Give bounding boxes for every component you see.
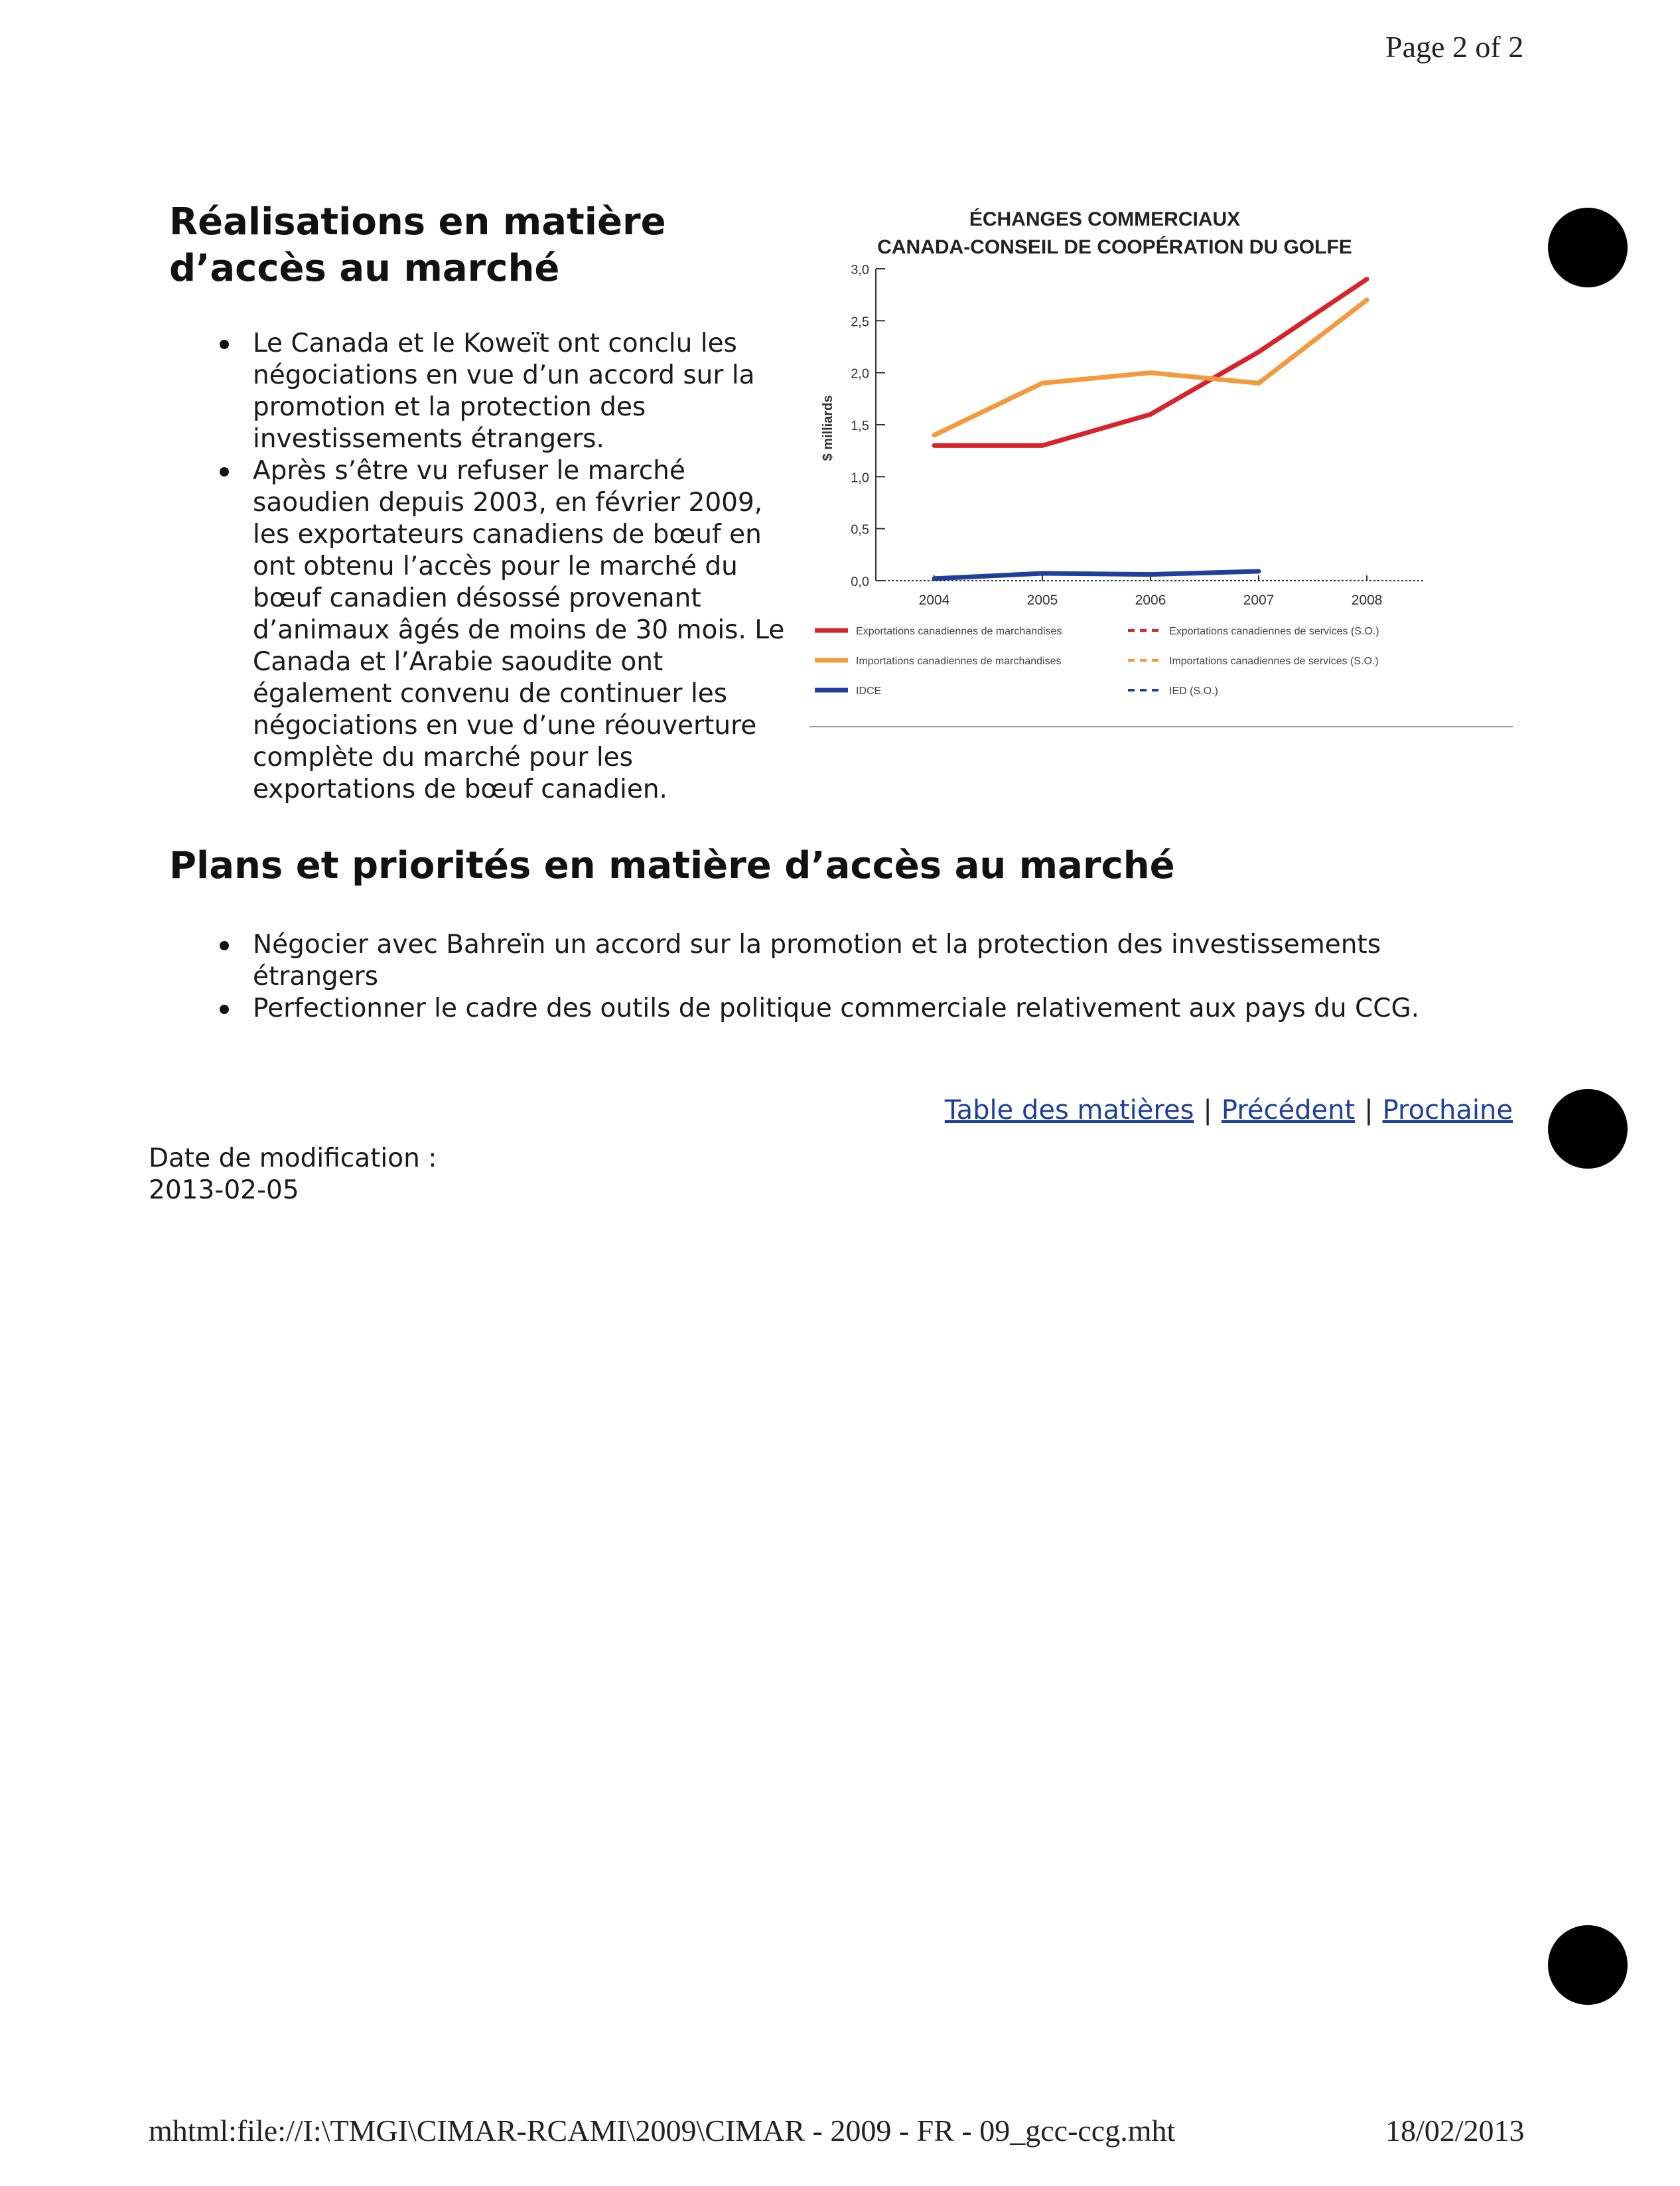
- next-link[interactable]: Prochaine: [1382, 1095, 1513, 1126]
- series-line-1: [934, 279, 1367, 446]
- x-tick-label: 2006: [1135, 593, 1166, 608]
- modification-date-block: [149, 1143, 437, 1206]
- chart-title: ÉCHANGES COMMERCIAUX: [969, 208, 1241, 230]
- table-of-contents-link[interactable]: Table des matières: [944, 1095, 1194, 1126]
- section-heading-achievements: [169, 199, 766, 292]
- legend-label: IED (S.O.): [1169, 686, 1218, 697]
- punch-hole-icon: [1548, 1089, 1628, 1169]
- previous-link[interactable]: Précédent: [1221, 1095, 1356, 1126]
- nav-separator: |: [1364, 1095, 1373, 1126]
- legend-label: Exportations canadiennes de services (S.O.): [1169, 626, 1379, 637]
- y-tick-label: 1,5: [851, 419, 869, 433]
- y-axis-label: $ milliards: [821, 395, 835, 461]
- y-tick-label: 1,0: [851, 471, 869, 486]
- modification-label: Date de modification :: [149, 1143, 437, 1173]
- chart-series: [934, 279, 1367, 579]
- series-line-3: [934, 571, 1259, 579]
- chart-legend: [809, 626, 1513, 727]
- legend-label: Exportations canadiennes de marchandises: [856, 626, 1062, 637]
- nav-separator: |: [1203, 1095, 1212, 1126]
- y-tick-label: 2,5: [851, 315, 869, 330]
- achievements-list: [169, 328, 793, 806]
- list-item: Perfectionner le cadre des outils de politique commerciale relativement aux pays du CCG.: [169, 993, 1496, 1025]
- modification-date: 2013-02-05: [149, 1175, 299, 1205]
- list-item: Négocier avec Bahreïn un accord sur la promotion et la protection des investissements étrangers: [169, 929, 1496, 993]
- punch-hole-icon: [1548, 208, 1628, 287]
- heading-line-2: d’accès au marché: [169, 247, 560, 290]
- chart-subtitle: CANADA-CONSEIL DE COOPÉRATION DU GOLFE: [877, 236, 1352, 258]
- trade-chart: [803, 199, 1519, 743]
- x-tick-label: 2007: [1243, 593, 1275, 608]
- list-item: Le Canada et le Koweït ont conclu les négociations en vue d’un accord sur la promotion et la protection des investissements étrangers.: [169, 328, 793, 455]
- y-tick-label: 0,5: [851, 522, 869, 538]
- page-navigation: [863, 1094, 1513, 1127]
- y-tick-label: 0,0: [851, 575, 869, 589]
- section-heading-plans: Plans et priorités en matière d’accès au marché: [169, 844, 1175, 887]
- x-tick-label: 2004: [918, 593, 950, 608]
- x-tick-label: 2008: [1351, 593, 1383, 608]
- footer-print-date: 18/02/2013: [1385, 2114, 1525, 2148]
- legend-label: Importations canadiennes de services (S.O.): [1169, 656, 1379, 667]
- legend-label: Importations canadiennes de marchandises: [856, 656, 1062, 667]
- punch-hole-icon: [1548, 1925, 1628, 2005]
- page-number: Page 2 of 2: [1385, 30, 1524, 64]
- x-tick-label: 2005: [1026, 593, 1058, 608]
- heading-line-1: Réalisations en matière: [169, 200, 666, 244]
- footer-file-path: mhtml:file://I:\TMGI\CIMAR-RCAMI\2009\CIMAR - 2009 - FR - 09_gcc-ccg.mht: [149, 2114, 1176, 2148]
- legend-label: IDCE: [856, 686, 882, 697]
- trade-chart-svg: [803, 199, 1519, 743]
- y-tick-label: 3,0: [851, 263, 869, 277]
- y-tick-label: 2,0: [851, 366, 869, 382]
- list-item: Après s’être vu refuser le marché saoudien depuis 2003, en février 2009, les exportateurs canadiens de bœuf en ont obtenu l’accès pour le marché du bœuf canadien désossé provenant d’animaux âgés de moins de 30 mois. Le Canada et l’Arabie saoudite ont également convenu de continuer les négociations en vue d’une réouverture complète du marché pour les exportations de bœuf canadien.: [169, 455, 793, 806]
- plans-list: [169, 929, 1496, 1025]
